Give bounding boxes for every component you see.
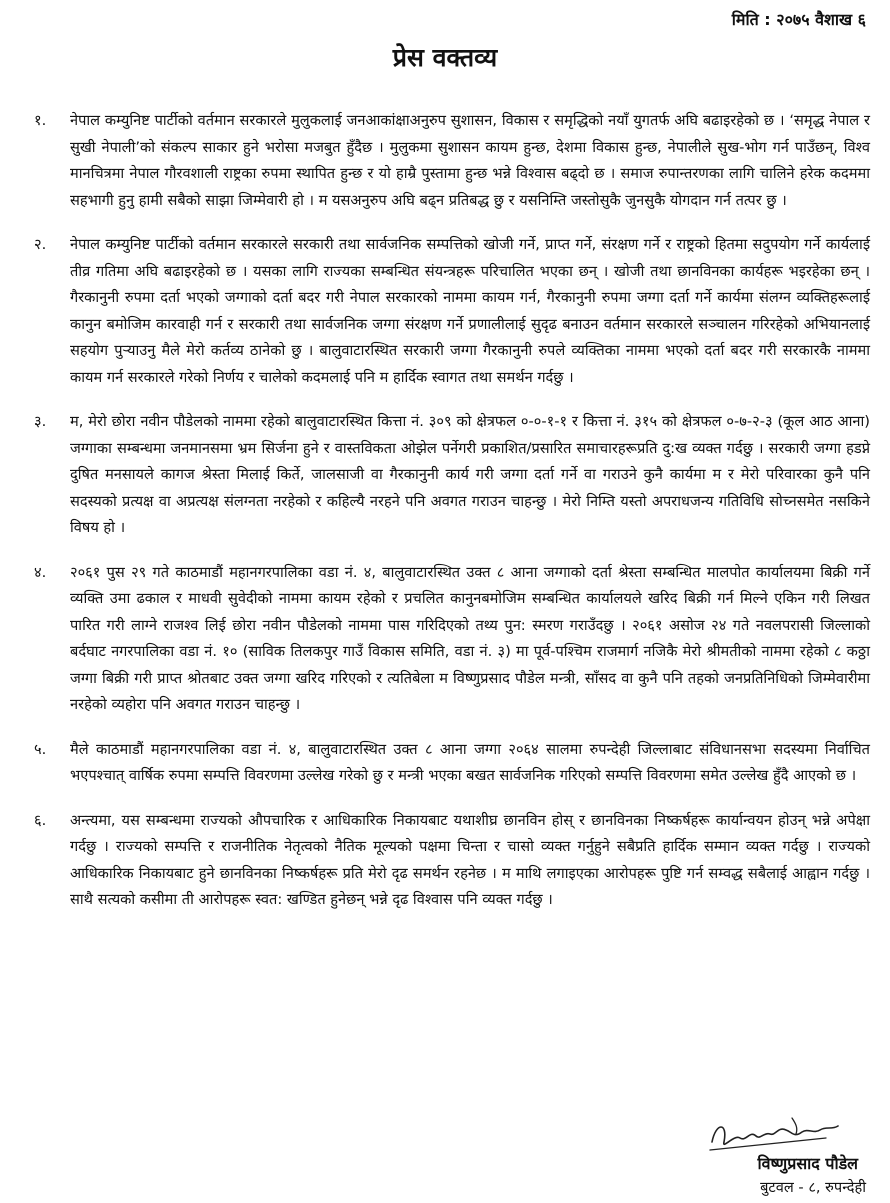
paragraph-text: अन्त्यमा, यस सम्बन्धमा राज्यको औपचारिक र आधिकारिक निकायबाट यथाशीघ्र छानविन होस् र छानविनका निष्कर्षहरू कार्यान्वयन होउन् भन्ने अपेक्षा गर्दछु । राज्यको सम्पत्ति र राजनीतिक नेतृत्वको नैतिक मूल्यको पक्षमा चिन्ता र चासो व्यक्त गर्नुहुने सबैप्रति हार्दिक सम्मान व्यक्त गर्दछु । राज्यको आधिकारिक निकायबाट हुने छानविनका निष्कर्षहरू प्रति मेरो दृढ समर्थन रहनेछ । म माथि लगाइएका आरोपहरू पुष्टि गर्न सम्वद्ध सबैलाई आह्वान गर्दछु । साथै सत्यको कसीमा ती आरोपहरू स्वत: खण्डित हुनेछन् भन्ने दृढ विश्वास पनि व्यक्त गर्दछु । bbox=[70, 811, 870, 908]
paragraph-text: मैले काठमाडौं महानगरपालिका वडा नं. ४, बालुवाटारस्थित उक्त ८ आना जग्गा २०६४ सालमा रुपन्देही जिल्लाबाट संविधानसभा सदस्यमा निर्वाचित भएपश्चात् वार्षिक रुपमा सम्पत्ति विवरणमा उल्लेख गरेको छु र मन्त्री भएका बखत सार्वजनिक गरिएको सम्पत्ति विवरणमा समेत उल्लेख हुँदै आएको छ । bbox=[70, 740, 870, 784]
paragraph-2 bbox=[34, 232, 870, 391]
paragraph-text: नेपाल कम्युनिष्ट पार्टीको वर्तमान सरकारले मुलुकलाई जनआकांक्षाअनुरुप सुशासन, विकास र समृद्धिको नयाँ युगतर्फ अघि बढाइरहेको छ । ‘समृद्ध नेपाल र सुखी नेपाली’को संकल्प साकार हुने भरोसा मजबुत हुँदैछ । मुलुकमा सुशासन कायम हुन्छ, देशमा विकास हुन्छ, नेपालीले सुख-भोग गर्न पाउँछन्, विश्व मानचित्रमा नेपाल गौरवशाली राष्ट्रका रुपमा स्थापित हुन्छ र यो हाम्रै पुस्तामा हुन्छ भन्ने विश्वास बढ्दो छ । समाज रुपान्तरणका लागि चालिने हरेक कदममा सहभागी हुनु हामी सबैको साझा जिम्मेवारी हो । म यसअनुरुप अघि बढ्न प्रतिबद्ध छु र यसनिम्ति जस्तोसुकै जुनसुकै योगदान गर्न तत्पर छु । bbox=[70, 112, 870, 209]
paragraph-6 bbox=[34, 808, 870, 914]
document-title: प्रेस वक्तव्य bbox=[392, 43, 498, 72]
signatory-address: बुटवल - ८, रुपन्देही bbox=[760, 1179, 866, 1196]
signatory-name: विष्णुप्रसाद पौडेल bbox=[757, 1154, 858, 1173]
paragraph-number: ५. bbox=[34, 740, 47, 758]
paragraph-text: म, मेरो छोरा नवीन पौडेलको नाममा रहेको बालुवाटारस्थित कित्ता नं. ३०९ को क्षेत्रफल ०-०-१-१ र कित्ता नं. ३१५ को क्षेत्रफल ०-७-२-३ (कूल आठ आना) जग्गाका सम्बन्धमा जनमानसमा भ्रम सिर्जना हुने र वास्तविकता ओझेल पर्नेगरी प्रकाशित/प्रसारित समाचारहरूप्रति दु:ख व्यक्त गर्दछु । सरकारी जग्गा हडप्ने दुषित मनसायले कागज श्रेस्ता मिलाई किर्ते, जालसाजी वा गैरकानुनी कार्य गरी जग्गा दर्ता गर्ने वा गराउने कुनै कार्यमा म र मेरो परिवारका कुनै पनि सदस्यको प्रत्यक्ष वा अप्रत्यक्ष संलग्नता नरहेको र कहिल्यै नरहने पनि अवगत गराउन चाहन्छु । मेरो निम्ति यस्तो अपराधजन्य गतिविधि सोच्नसमेत नसकिने विषय हो । bbox=[70, 413, 870, 536]
paragraph-3 bbox=[34, 409, 870, 542]
document-date: मिति : २०७५ वैशाख ६ bbox=[731, 10, 866, 29]
paragraph-number: १. bbox=[34, 112, 47, 129]
paragraph-text: २०६१ पुस २९ गते काठमाडौं महानगरपालिका वडा नं. ४, बालुवाटारस्थित उक्त ८ आना जग्गाको दर्ता श्रेस्ता सम्बन्धित मालपोत कार्यालयमा बिक्री गर्ने व्यक्ति उमा ढकाल र माधवी सुवेदीको नाममा कायम रहेको र प्रचलित कानुनबमोजिम सम्बन्धित कार्यालयले खरिद बिक्री गर्न मिल्ने एकिन गरी लिखत पारित गरी लाग्ने राजश्व लिई छोरा नवीन पौडेलको नाममा पास गरिदिएको तथ्य पुन: स्मरण गराउँदछु । २०६१ असोज २४ गते नवलपरासी जिल्लाको बर्दघाट नगरपालिका वडा नं. १० (साविक तिलकपुर गाउँ विकास समिति, वडा नं. ३) मा पूर्व-पश्चिम राजमार्ग नजिकै मेरो श्रीमतीको नाममा रहेको ८ कठ्ठा जग्गा बिक्री गरी प्राप्त श्रोतबाट उक्त जग्गा खरिद गरिएको र त्यतिबेला म विष्णुप्रसाद पौडेल मन्त्री, साँसद वा कुनै पनि तहको जनप्रतिनिधिको जिम्मेवारीमा नरहेको व्यहोरा पनि अवगत गराउन चाहन्छु । bbox=[70, 563, 870, 713]
paragraph-text: नेपाल कम्युनिष्ट पार्टीको वर्तमान सरकारले सरकारी तथा सार्वजनिक सम्पत्तिको खोजी गर्ने, प्राप्त गर्ने, संरक्षण गर्ने र राष्ट्रको हितमा सदुपयोग गर्ने कार्यलाई तीव्र गतिमा अघि बढाइरहेको छ । यसका लागि राज्यका सम्बन्धित संयन्त्रहरू परिचालित भएका छन् । खोजी तथा छानविनका कार्यहरू भइरहेका छन् । गैरकानुनी रुपमा दर्ता भएको जग्गाको दर्ता बदर गरी नेपाल सरकारको नाममा कायम गर्न, गैरकानुनी रुपमा जग्गा दर्ता गर्ने कार्यमा संलग्न व्यक्तिहरूलाई कानुन बमोजिम कारवाही गर्न र सरकारी तथा सार्वजनिक जग्गा संरक्षण गर्ने प्रणालीलाई सुदृढ बनाउन वर्तमान सरकारले सञ्चालन गरिरहेको अभियानलाई सहयोग पुऱ्याउनु मैले मेरो कर्तव्य ठानेको छु । बालुवाटारस्थित सरकारी जग्गा गैरकानुनी रुपले व्यक्तिका नाममा भएको दर्ता बदर गरी सरकारकै नाममा कायम गर्न सरकारले गरेको निर्णय र चालेको कदमलाई पनि म हार्दिक स्वागत तथा समर्थन गर्दछु । bbox=[70, 236, 870, 386]
paragraph-number: २. bbox=[34, 236, 47, 253]
paragraph-5 bbox=[34, 737, 870, 790]
paragraph-4 bbox=[34, 560, 870, 719]
paragraph-number: ३. bbox=[34, 413, 47, 430]
paragraph-1 bbox=[34, 108, 870, 214]
paragraph-number: ४. bbox=[34, 563, 47, 581]
statement-body bbox=[34, 108, 870, 932]
paragraph-number: ६. bbox=[34, 811, 47, 829]
